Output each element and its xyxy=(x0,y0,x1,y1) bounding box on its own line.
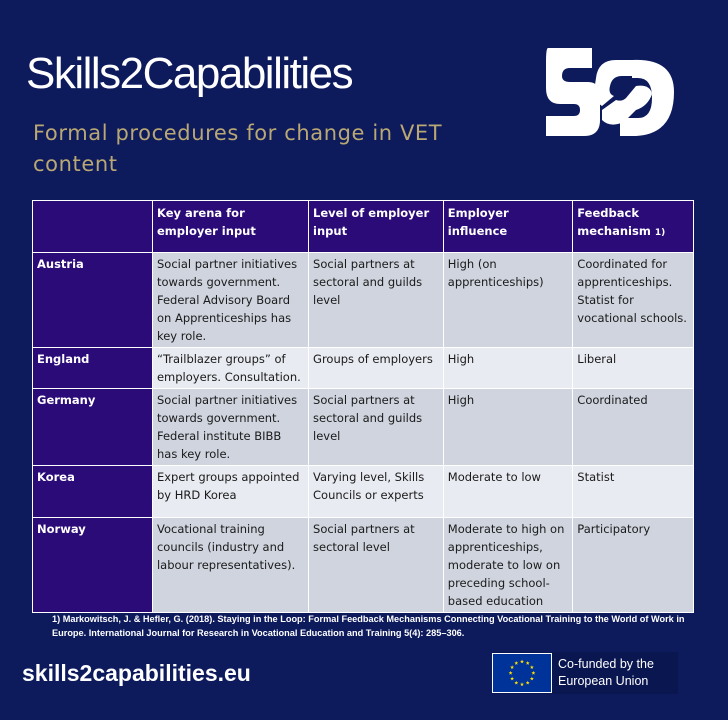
table-row xyxy=(33,253,694,348)
website-url: skills2capabilities.eu xyxy=(22,660,251,686)
cell-arena: “Trailblazer groups” of employers. Consultation. xyxy=(152,348,308,389)
row-country: Austria xyxy=(33,253,153,348)
cell-arena: Expert groups appointed by HRD Korea xyxy=(152,466,308,518)
brand-title: Skills2Capabilities xyxy=(26,49,353,98)
header-key-arena: Key arena for employer input xyxy=(152,201,308,253)
header-level: Level of employer input xyxy=(309,201,444,253)
row-country: Germany xyxy=(33,389,153,466)
cell-mechanism: Coordinated xyxy=(573,389,694,466)
header-corner xyxy=(33,201,153,253)
row-country: Norway xyxy=(33,518,153,613)
cell-arena: Social partner initiatives towards government. Federal institute BIBB has key role. xyxy=(152,389,308,466)
header-feedback xyxy=(573,201,694,253)
cell-mechanism: Liberal xyxy=(573,348,694,389)
cell-influence: Moderate to high on apprenticeships, moderate to low on preceding school-based education xyxy=(443,518,573,613)
eu-flag-icon xyxy=(492,653,552,693)
cell-arena: Vocational training councils (industry and labour representatives). xyxy=(152,518,308,613)
header-feedback-footnote-marker: 1) xyxy=(654,228,666,238)
row-country: Korea xyxy=(33,466,153,518)
table-row xyxy=(33,466,694,518)
cell-mechanism: Statist xyxy=(573,466,694,518)
header-influence: Employer influence xyxy=(443,201,573,253)
cell-level: Social partners at sectoral level xyxy=(309,518,444,613)
cell-influence: High xyxy=(443,348,573,389)
header-feedback-label: Feedback mechanism xyxy=(577,206,651,238)
cell-level: Social partners at sectoral and guilds level xyxy=(309,389,444,466)
page-subtitle: Formal procedures for change in VET content xyxy=(33,121,443,176)
vet-table xyxy=(32,200,694,613)
eu-funding-badge xyxy=(492,652,678,694)
cell-level: Varying level, Skills Councils or experts xyxy=(309,466,444,518)
s2c-logo-icon xyxy=(540,40,680,144)
table-row xyxy=(33,389,694,466)
cell-influence: Moderate to low xyxy=(443,466,573,518)
reference-footnote: 1) Markowitsch, J. & Hefler, G. (2018). Staying in the Loop: Formal Feedback Mechanisms Connecting Vocational Training to the World of Work in Europe. International Journal for Research in Vocational Education and Training 5(4): 285–306. xyxy=(52,614,685,638)
cell-arena: Social partner initiatives towards government. Federal Advisory Board on Apprenticeships has key role. xyxy=(152,253,308,348)
table-row xyxy=(33,348,694,389)
cell-level: Groups of employers xyxy=(309,348,444,389)
cell-influence: High (on apprenticeships) xyxy=(443,253,573,348)
cell-influence: High xyxy=(443,389,573,466)
table-header-row xyxy=(33,201,694,253)
cell-mechanism: Participatory xyxy=(573,518,694,613)
table-row xyxy=(33,518,694,613)
eu-funding-text: Co-funded by the European Union xyxy=(558,657,654,688)
cell-mechanism: Coordinated for apprenticeships. Statist for vocational schools. xyxy=(573,253,694,348)
row-country: England xyxy=(33,348,153,389)
cell-level: Social partners at sectoral and guilds level xyxy=(309,253,444,348)
